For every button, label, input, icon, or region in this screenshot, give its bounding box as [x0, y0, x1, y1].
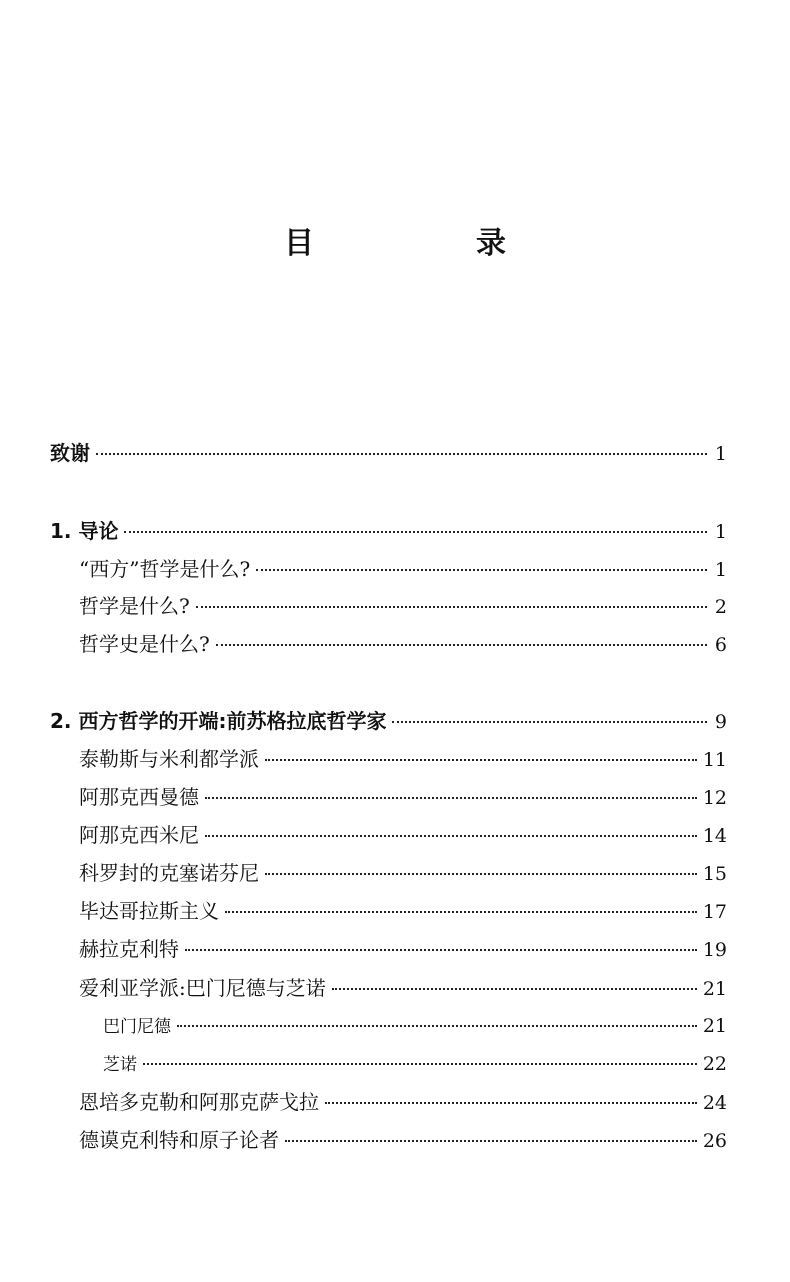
dot-leader	[143, 1063, 697, 1065]
toc-section[interactable]	[79, 553, 727, 585]
dot-leader	[196, 606, 707, 608]
toc-page-number: 14	[702, 825, 727, 847]
toc-entry-title: 科罗封的克塞诺芬尼	[79, 861, 259, 885]
dot-leader	[225, 911, 697, 913]
toc-page-number: 1	[714, 559, 727, 581]
toc-page-number: 12	[702, 787, 727, 809]
toc-entry-title: 哲学是什么?	[79, 594, 190, 618]
dot-leader	[205, 835, 697, 837]
toc-entry-title: “西方”哲学是什么?	[79, 557, 251, 581]
toc-page-number: 17	[702, 901, 727, 923]
toc-entry-title: 哲学史是什么?	[79, 632, 210, 656]
toc-page-number: 2	[714, 596, 727, 618]
dot-leader	[124, 531, 707, 533]
toc-subsection[interactable]	[103, 1048, 727, 1080]
toc-page-number: 1	[714, 521, 727, 543]
dot-leader	[96, 453, 707, 455]
toc-entry-title: 致谢	[50, 441, 90, 465]
toc-entry-title: 阿那克西曼德	[79, 785, 199, 809]
toc-page-number: 6	[714, 634, 727, 656]
toc-section[interactable]	[79, 1086, 727, 1118]
toc-page-number: 9	[714, 711, 727, 733]
toc-entry-title: 巴门尼德	[103, 1017, 171, 1037]
toc-page-number: 11	[702, 749, 727, 771]
toc-entry-title: 芝诺	[103, 1055, 137, 1075]
dot-leader	[285, 1140, 697, 1142]
toc-entry-title: 恩培多克勒和阿那克萨戈拉	[79, 1090, 319, 1114]
toc-section[interactable]	[79, 743, 727, 775]
dot-leader	[185, 949, 697, 951]
toc-page-number: 21	[702, 978, 727, 1000]
dot-leader	[392, 721, 707, 723]
toc-entry-title: 毕达哥拉斯主义	[79, 899, 219, 923]
toc-entry-acknowledgements[interactable]	[50, 437, 727, 469]
toc-page-number: 24	[702, 1092, 727, 1114]
toc-chapter-1[interactable]	[50, 515, 727, 547]
toc-section[interactable]	[79, 972, 727, 1004]
toc-entry-title: 赫拉克利特	[79, 937, 179, 961]
toc-section[interactable]	[79, 590, 727, 622]
page-title: 目 录	[284, 226, 572, 261]
toc-entry-title: 阿那克西米尼	[79, 823, 199, 847]
dot-leader	[325, 1102, 697, 1104]
toc-section[interactable]	[79, 1124, 727, 1156]
dot-leader	[332, 988, 697, 990]
toc-chapter-2[interactable]	[50, 705, 727, 737]
toc-entry-title: 德谟克利特和原子论者	[79, 1128, 279, 1152]
dot-leader	[177, 1025, 697, 1027]
toc-section[interactable]	[79, 895, 727, 927]
dot-leader	[205, 797, 697, 799]
toc-page-number: 21	[702, 1015, 727, 1037]
toc-section[interactable]	[79, 819, 727, 851]
dot-leader	[256, 569, 707, 571]
toc-page-number: 15	[702, 863, 727, 885]
toc-entry-title: 爱利亚学派:巴门尼德与芝诺	[79, 976, 326, 1000]
toc-section[interactable]	[79, 933, 727, 965]
toc-page-number: 26	[702, 1130, 727, 1152]
toc-section[interactable]	[79, 857, 727, 889]
toc-entry-title: 1. 导论	[50, 519, 119, 543]
toc-entry-title: 2. 西方哲学的开端:前苏格拉底哲学家	[50, 709, 387, 733]
toc-page-number: 1	[714, 443, 727, 465]
dot-leader	[265, 873, 697, 875]
toc-page-number: 22	[702, 1053, 727, 1075]
toc-subsection[interactable]	[103, 1010, 727, 1042]
toc-page-number: 19	[702, 939, 727, 961]
dot-leader	[265, 759, 697, 761]
toc-entry-title: 泰勒斯与米利都学派	[79, 747, 259, 771]
dot-leader	[216, 644, 707, 646]
toc-section[interactable]	[79, 781, 727, 813]
toc-section[interactable]	[79, 628, 727, 660]
